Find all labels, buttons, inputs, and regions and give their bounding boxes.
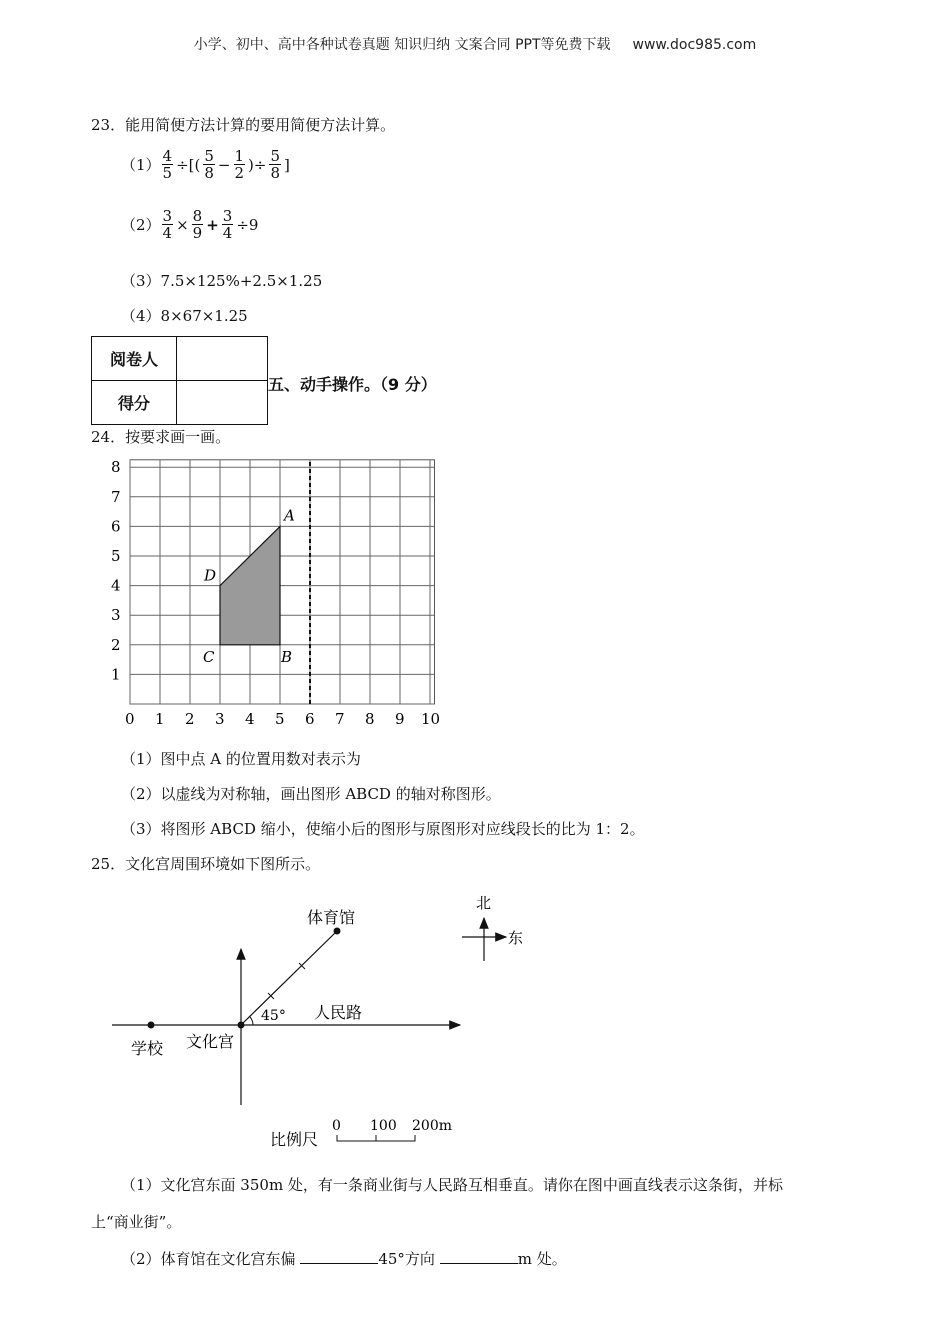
- y-tick-label: 5: [111, 547, 121, 565]
- score-field[interactable]: [177, 381, 268, 425]
- fraction: $\frac{8}{9}$: [192, 207, 203, 242]
- operator: +: [206, 215, 219, 234]
- x-tick-label: 7: [335, 710, 345, 728]
- q25-sub1-line2: 上“商业街”。: [91, 1213, 182, 1231]
- scale-100: 100: [370, 1118, 397, 1134]
- grid-lines: [130, 460, 435, 704]
- x-tick-label: 10: [421, 710, 441, 728]
- q23-part2: [121, 208, 260, 241]
- q24-sub3: （3）将图形 ABCD 缩小，使缩小后的图形与原图形对应线段长的比为 1：2。: [121, 820, 645, 838]
- q25-sub2-text-c: m 处。: [517, 1250, 567, 1268]
- point-label-b: B: [281, 647, 293, 666]
- x-tick-label: 5: [275, 710, 285, 728]
- y-tick-label: 2: [111, 635, 121, 654]
- y-tick-label: 6: [111, 517, 121, 536]
- q25-sub2: [121, 1248, 567, 1269]
- answer-blank-direction[interactable]: [300, 1249, 378, 1264]
- scale-bar: [337, 1135, 415, 1141]
- operator: ÷9: [236, 215, 259, 234]
- angle-arc: [250, 1017, 254, 1026]
- point-label-d: D: [204, 566, 217, 585]
- operator: )÷: [248, 155, 267, 174]
- scale-label: 比例尺: [270, 1130, 319, 1149]
- operator: ×: [176, 215, 189, 234]
- q24-sub1: （1）图中点 A 的位置用数对表示为: [121, 750, 361, 768]
- fraction: $\frac{3}{4}$: [162, 207, 173, 242]
- east-label: 东: [508, 929, 524, 947]
- palace-label: 文化宫: [186, 1032, 235, 1051]
- fraction: $\frac{1}{2}$: [234, 147, 245, 182]
- y-tick-label: 3: [111, 606, 121, 625]
- answer-blank-distance[interactable]: [440, 1249, 518, 1264]
- reviewer-field[interactable]: [177, 337, 268, 381]
- q23-stem: 23．能用简便方法计算的要用简便方法计算。: [91, 116, 396, 134]
- x-tick-label: 4: [245, 710, 255, 728]
- q23-p1-label: （1）: [121, 156, 161, 174]
- q24-sub2: （2）以虚线为对称轴，画出图形 ABCD 的轴对称图形。: [121, 785, 501, 803]
- q23-part3: （3）7.5×125%+2.5×1.25: [121, 272, 323, 290]
- score-label: 得分: [92, 381, 177, 425]
- stadium-label: 体育馆: [307, 908, 356, 927]
- x-tick-label: 9: [395, 710, 405, 728]
- q23-part1: [121, 148, 292, 181]
- coordinate-grid: [95, 458, 455, 730]
- scale-0: 0: [332, 1118, 341, 1134]
- q23-p2-label: （2）: [121, 216, 161, 234]
- q25-sub2-text-a: （2）体育馆在文化宫东偏: [121, 1250, 296, 1268]
- x-tick-label: 8: [365, 710, 375, 728]
- q25-stem: 25．文化宫周围环境如下图所示。: [91, 855, 321, 873]
- fraction: $\frac{5}{8}$: [270, 147, 281, 182]
- map-diagram: [100, 885, 540, 1155]
- point-label-c: C: [203, 647, 215, 666]
- operator: −: [217, 155, 231, 174]
- y-tick-label: 7: [111, 487, 121, 506]
- x-tick-label: 2: [185, 710, 195, 728]
- stadium-point: [334, 928, 341, 935]
- north-label: 北: [476, 894, 492, 912]
- y-tick-label: 1: [111, 665, 121, 684]
- x-tick-label: 6: [305, 710, 315, 728]
- school-point: [148, 1022, 155, 1029]
- x-tick-label: 3: [215, 710, 225, 728]
- fraction: $\frac{3}{4}$: [222, 207, 233, 242]
- x-tick-label: 0: [125, 710, 135, 728]
- score-table: [91, 336, 268, 425]
- scale-200: 200m: [412, 1118, 452, 1134]
- fraction: $\frac{5}{8}$: [204, 147, 214, 182]
- q25-sub1-line1: （1）文化宫东面 350m 处，有一条商业街与人民路互相垂直。请你在图中画直线表示这条街，并标: [121, 1176, 783, 1194]
- fraction: $\frac{4}{5}$: [162, 147, 173, 182]
- x-tick-label: 1: [155, 710, 165, 728]
- operator: ]: [284, 155, 290, 174]
- road-label: 人民路: [314, 1003, 363, 1022]
- page-header: [0, 34, 950, 54]
- q25-sub2-text-b: 45°方向: [378, 1250, 435, 1268]
- operator: ÷[(: [176, 155, 201, 174]
- header-text: 小学、初中、高中各种试卷真题 知识归纳 文案合同 PPT等免费下载: [193, 37, 611, 53]
- header-url[interactable]: www.doc985.com: [632, 37, 757, 53]
- q24-stem: 24．按要求画一画。: [91, 428, 231, 446]
- q23-part4: （4）8×67×1.25: [121, 307, 248, 325]
- point-label-a: A: [284, 506, 295, 525]
- school-label: 学校: [131, 1039, 164, 1058]
- y-tick-label: 4: [111, 576, 121, 595]
- reviewer-label: 阅卷人: [92, 337, 177, 381]
- section-title: 五、动手操作。（9 分）: [268, 375, 437, 394]
- y-tick-label: 8: [111, 458, 121, 477]
- palace-point: [238, 1022, 245, 1029]
- angle-label: 45°: [261, 1008, 286, 1024]
